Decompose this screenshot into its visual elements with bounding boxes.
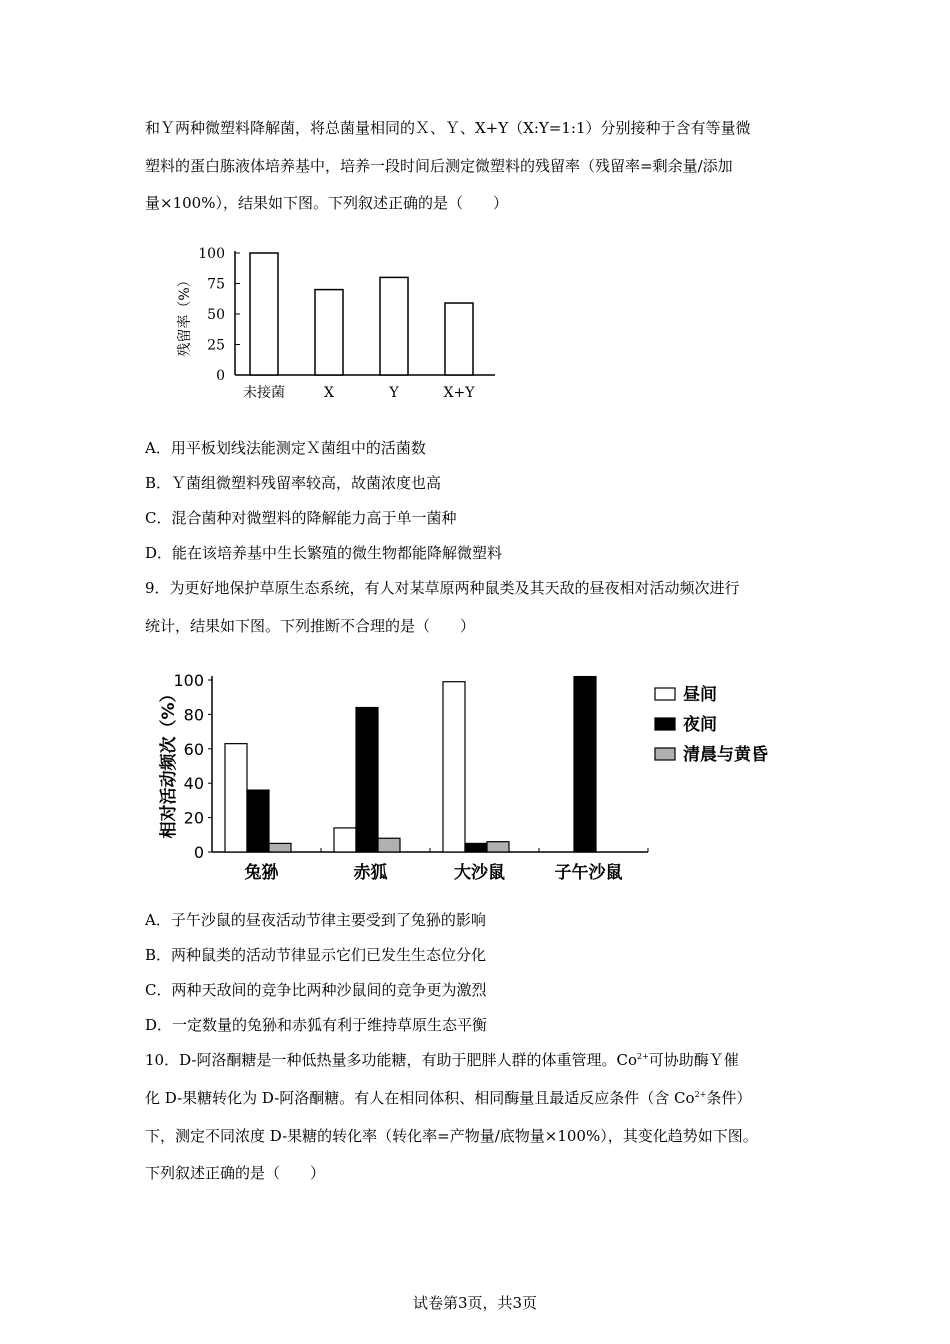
q8-option-d: D．能在该培养基中生长繁殖的微生物都能降解微塑料 (145, 544, 503, 562)
chart1-ytick-label: 0 (216, 368, 225, 384)
chart2-ytick-label: 80 (183, 705, 204, 725)
chart1-bar-1 (315, 290, 343, 375)
q9-option-a: A．子午沙鼠的昼夜活动节律主要受到了兔狲的影响 (145, 911, 486, 929)
activity-frequency-chart (150, 660, 790, 890)
q9-option-b: B．两种鼠类的活动节律显示它们已发生生态位分化 (145, 946, 487, 964)
chart1-ytick-label: 100 (198, 246, 225, 262)
q9-option-c: C．两种天敌间的竞争比两种沙鼠间的竞争更为激烈 (145, 981, 487, 999)
q8-line-2: 塑料的蛋白胨液体培养基中，培养一段时间后测定微塑料的残留率（残留率=剩余量/添加 (145, 157, 733, 175)
chart2-ytick-label: 40 (183, 774, 204, 794)
chart1-bar-3 (445, 303, 473, 375)
q8-line-3: 量×100%），结果如下图。下列叙述正确的是（ ） (145, 194, 508, 212)
q8-option-c: C．混合菌种对微塑料的降解能力高于单一菌种 (145, 509, 457, 527)
q10-line-3: 下，测定不同浓度 D-果糖的转化率（转化率=产物量/底物量×100%），其变化趋势如下图。 (145, 1127, 758, 1145)
chart2-bar-大沙鼠-昼间 (443, 682, 465, 852)
chart2-ylabel: 相对活动频次（%） (159, 685, 179, 839)
q9-line-2: 统计，结果如下图。下列推断不合理的是（ ） (145, 617, 476, 635)
chart2-ytick-label: 0 (193, 843, 204, 862)
chart2-bar-兔狲-昼间 (225, 744, 247, 852)
chart1-ytick-label: 50 (207, 307, 225, 323)
q10-line-2: 化 D-果糖转化为 D-阿洛酮糖。有人在相同体积、相同酶量且最适反应条件（含 $Co^{2+}$条件） (145, 1089, 752, 1107)
chart2-bar-兔狲-清晨与黄昏 (269, 843, 291, 852)
chart2-bar-大沙鼠-夜间 (465, 843, 487, 852)
chart2-bar-兔狲-夜间 (247, 790, 269, 852)
chart1-ylabel: 残留率（%） (177, 273, 193, 357)
q8-line-1: 和Ｙ两种微塑料降解菌，将总菌量相同的Ｘ、Ｙ、X+Y（X:Y=1:1）分别接种于含有等量微 (145, 119, 751, 137)
chart1-bar-0 (250, 253, 278, 375)
q9-line-1: 9．为更好地保护草原生态系统，有人对某草原两种鼠类及其天敌的昼夜相对活动频次进行 (145, 579, 740, 597)
chart2-ytick-label: 100 (173, 671, 204, 690)
q10-line-1: 10．D-阿洛酮糖是一种低热量多功能糖，有助于肥胖人群的体重管理。$Co^{2+}$可协助酶Ｙ催 (145, 1051, 739, 1069)
page-footer: 试卷第3页，共3页 (412, 1294, 538, 1312)
chart2-category-label: 兔狲 (244, 863, 279, 883)
chart1-category-label: Y (389, 385, 399, 401)
q8-option-b: B．Ｙ菌组微塑料残留率较高，故菌浓度也高 (145, 474, 442, 492)
chart1-ytick-label: 25 (207, 337, 225, 354)
chart2-ytick-label: 60 (183, 739, 204, 759)
q9-option-d: D．一定数量的兔狲和赤狐有利于维持草原生态平衡 (145, 1016, 488, 1034)
chart2-category-label: 大沙鼠 (454, 863, 505, 883)
chart2-legend-label: 清晨与黄昏 (683, 745, 768, 765)
chart1-category-label: 未接菌 (243, 385, 285, 401)
chart1-ytick-label: 75 (207, 276, 225, 293)
q10-line-4: 下列叙述正确的是（ ） (145, 1164, 326, 1182)
chart2-bar-子午沙鼠-夜间 (574, 677, 596, 852)
chart2-bar-赤狐-昼间 (334, 828, 356, 852)
chart1-bar-2 (380, 277, 408, 375)
chart2-legend-label: 昼间 (683, 685, 717, 705)
chart1-category-label: X+Y (443, 385, 475, 401)
chart2-legend-swatch (655, 718, 675, 730)
chart2-bar-赤狐-清晨与黄昏 (378, 838, 400, 852)
chart2-ytick-label: 20 (183, 808, 204, 828)
chart2-bar-大沙鼠-清晨与黄昏 (487, 842, 509, 852)
chart2-bar-赤狐-夜间 (356, 708, 378, 852)
chart2-legend-swatch (655, 748, 675, 760)
chart1-category-label: X (324, 385, 334, 401)
residual-rate-chart (160, 235, 500, 410)
chart2-legend-label: 夜间 (683, 715, 717, 735)
chart2-legend-swatch (655, 688, 675, 700)
chart2-category-label: 赤狐 (353, 863, 388, 883)
chart2-category-label: 子午沙鼠 (554, 863, 623, 883)
q8-option-a: A．用平板划线法能测定Ｘ菌组中的活菌数 (145, 439, 426, 457)
